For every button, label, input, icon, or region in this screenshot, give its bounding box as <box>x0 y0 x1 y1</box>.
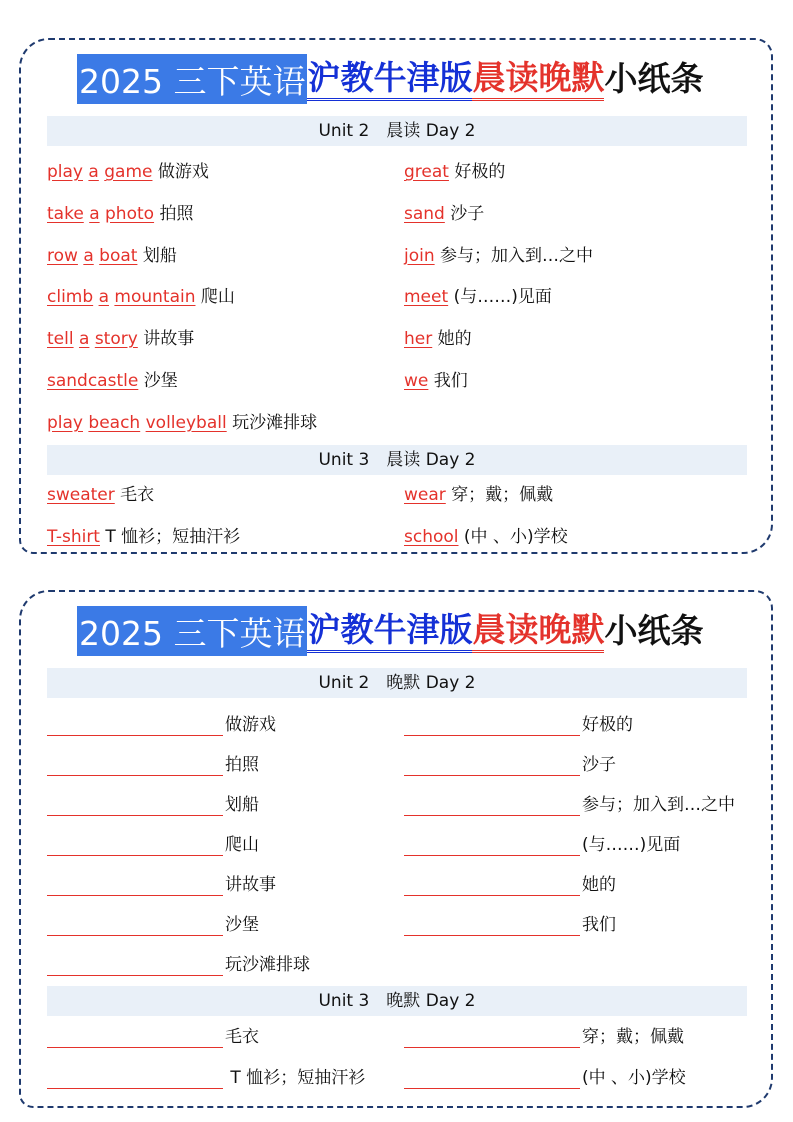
vocab-row-left <box>47 412 317 434</box>
chinese-meaning: 讲故事 <box>143 329 195 349</box>
english-word: game <box>104 162 153 182</box>
english-word: mountain <box>114 287 196 307</box>
title-part-edition: 沪教牛津版 <box>307 58 472 101</box>
answer-blank <box>47 799 223 816</box>
dictation-row-right <box>404 834 680 856</box>
vocab-row-left <box>47 370 178 392</box>
chinese-meaning: 爬山 <box>225 835 259 855</box>
english-word: a <box>89 204 100 224</box>
english-word: great <box>404 162 449 182</box>
english-word: a <box>83 246 94 266</box>
answer-blank <box>404 879 580 896</box>
chinese-meaning: 爬山 <box>200 287 235 307</box>
english-word: beach <box>88 413 141 433</box>
dictation-row-right <box>404 794 735 816</box>
chinese-meaning: 穿；戴；佩戴 <box>582 1027 684 1047</box>
section-header-unit3-evening: Unit 3 晚默 Day 2 <box>47 986 747 1016</box>
chinese-meaning: T 恤衫；短抽汗衫 <box>105 527 241 547</box>
english-word: a <box>98 287 109 307</box>
vocab-row-left <box>47 526 240 548</box>
chinese-meaning: 拍照 <box>159 204 194 224</box>
english-word: meet <box>404 287 449 307</box>
dictation-row-right <box>404 874 616 896</box>
vocab-row-right <box>404 484 553 506</box>
chinese-meaning: 做游戏 <box>225 715 276 735</box>
answer-blank <box>47 839 223 856</box>
chinese-meaning: 毛衣 <box>120 485 155 505</box>
chinese-meaning: 玩沙滩排球 <box>232 413 318 433</box>
chinese-meaning: 划船 <box>142 246 177 266</box>
english-word: story <box>94 329 138 349</box>
english-word: take <box>47 204 84 224</box>
english-word: a <box>88 162 99 182</box>
evening-dictation-card <box>19 590 773 1108</box>
chinese-meaning: 我们 <box>582 915 616 935</box>
answer-blank <box>47 719 223 736</box>
chinese-meaning: 好极的 <box>454 162 506 182</box>
dictation-row-right <box>404 1026 684 1048</box>
dictation-row-left <box>47 794 259 816</box>
vocab-row-right <box>404 286 552 308</box>
english-word: boat <box>99 246 138 266</box>
title-part-reading: 晨读晚默 <box>472 610 604 653</box>
vocab-row-left <box>47 484 154 506</box>
answer-blank <box>404 719 580 736</box>
chinese-meaning: 做游戏 <box>157 162 209 182</box>
title-part-year-grade: 2025 三下英语 <box>77 606 307 656</box>
english-word: school <box>404 527 459 547</box>
english-word: we <box>404 371 429 391</box>
english-word: play <box>47 413 83 433</box>
answer-blank <box>47 959 223 976</box>
answer-blank <box>47 919 223 936</box>
answer-blank <box>47 759 223 776</box>
title-part-edition: 沪教牛津版 <box>307 610 472 653</box>
answer-blank <box>47 1031 223 1048</box>
dictation-row-right <box>404 1067 686 1089</box>
dictation-row-left <box>47 1067 365 1089</box>
title-part-note: 小纸条 <box>604 59 704 98</box>
english-word: a <box>78 329 90 349</box>
chinese-meaning: 穿；戴；佩戴 <box>451 485 554 505</box>
english-word: photo <box>105 204 155 224</box>
english-word: her <box>404 329 433 349</box>
english-word: climb <box>47 287 94 307</box>
english-word: row <box>47 246 78 266</box>
morning-reading-card <box>19 38 773 554</box>
chinese-meaning: 我们 <box>433 371 468 391</box>
chinese-meaning: 划船 <box>225 795 259 815</box>
vocab-row-left <box>47 245 177 267</box>
section-header-unit2-morning: Unit 2 晨读 Day 2 <box>47 116 747 146</box>
card-title <box>77 54 777 104</box>
vocab-row-right <box>404 245 593 267</box>
vocab-row-left <box>47 203 193 225</box>
chinese-meaning: (与……)见面 <box>453 287 552 307</box>
chinese-meaning: (与……)见面 <box>582 835 681 855</box>
dictation-row-left <box>47 754 259 776</box>
answer-blank <box>404 919 580 936</box>
chinese-meaning: 讲故事 <box>225 875 276 895</box>
chinese-meaning: 玩沙滩排球 <box>225 955 310 975</box>
english-word: sand <box>404 204 445 224</box>
dictation-row-left <box>47 954 310 976</box>
chinese-meaning: 参与；加入到…之中 <box>440 246 594 266</box>
section-header-unit3-morning: Unit 3 晨读 Day 2 <box>47 445 747 475</box>
vocab-row-right <box>404 526 568 548</box>
english-word: join <box>404 246 435 266</box>
chinese-meaning: 沙子 <box>450 204 485 224</box>
chinese-meaning: 沙堡 <box>143 371 178 391</box>
answer-blank <box>404 759 580 776</box>
english-word: tell <box>47 329 74 349</box>
english-word: sweater <box>47 485 115 505</box>
title-part-reading: 晨读晚默 <box>472 58 604 101</box>
chinese-meaning: T 恤衫；短抽汗衫 <box>225 1068 366 1088</box>
answer-blank <box>404 1072 580 1089</box>
title-part-year-grade: 2025 三下英语 <box>77 54 307 104</box>
chinese-meaning: (中 、小)学校 <box>582 1068 686 1088</box>
english-word: sandcastle <box>47 371 139 391</box>
answer-blank <box>404 799 580 816</box>
dictation-row-left <box>47 914 259 936</box>
vocab-row-right <box>404 161 505 183</box>
chinese-meaning: 沙子 <box>582 755 616 775</box>
dictation-row-left <box>47 874 276 896</box>
vocab-row-right <box>404 370 468 392</box>
dictation-row-right <box>404 714 633 736</box>
chinese-meaning: 她的 <box>582 875 616 895</box>
chinese-meaning: (中 、小)学校 <box>463 527 568 547</box>
chinese-meaning: 毛衣 <box>225 1027 259 1047</box>
vocab-row-left <box>47 161 209 183</box>
chinese-meaning: 好极的 <box>582 715 633 735</box>
answer-blank <box>404 839 580 856</box>
answer-blank <box>47 879 223 896</box>
title-part-note: 小纸条 <box>604 611 704 650</box>
chinese-meaning: 参与；加入到…之中 <box>582 795 735 815</box>
answer-blank <box>47 1072 223 1089</box>
vocab-row-left <box>47 328 194 350</box>
vocab-row-right <box>404 203 484 225</box>
section-header-unit2-evening: Unit 2 晚默 Day 2 <box>47 668 747 698</box>
dictation-row-left <box>47 1026 259 1048</box>
english-word: T-shirt <box>47 527 100 547</box>
answer-blank <box>404 1031 580 1048</box>
dictation-row-left <box>47 714 276 736</box>
vocab-row-right <box>404 328 472 350</box>
chinese-meaning: 沙堡 <box>225 915 259 935</box>
card-title <box>77 606 777 656</box>
english-word: volleyball <box>145 413 227 433</box>
dictation-row-right <box>404 914 616 936</box>
dictation-row-left <box>47 834 259 856</box>
chinese-meaning: 拍照 <box>225 755 259 775</box>
vocab-row-left <box>47 286 235 308</box>
english-word: wear <box>404 485 446 505</box>
english-word: play <box>47 162 83 182</box>
chinese-meaning: 她的 <box>437 329 472 349</box>
dictation-row-right <box>404 754 616 776</box>
